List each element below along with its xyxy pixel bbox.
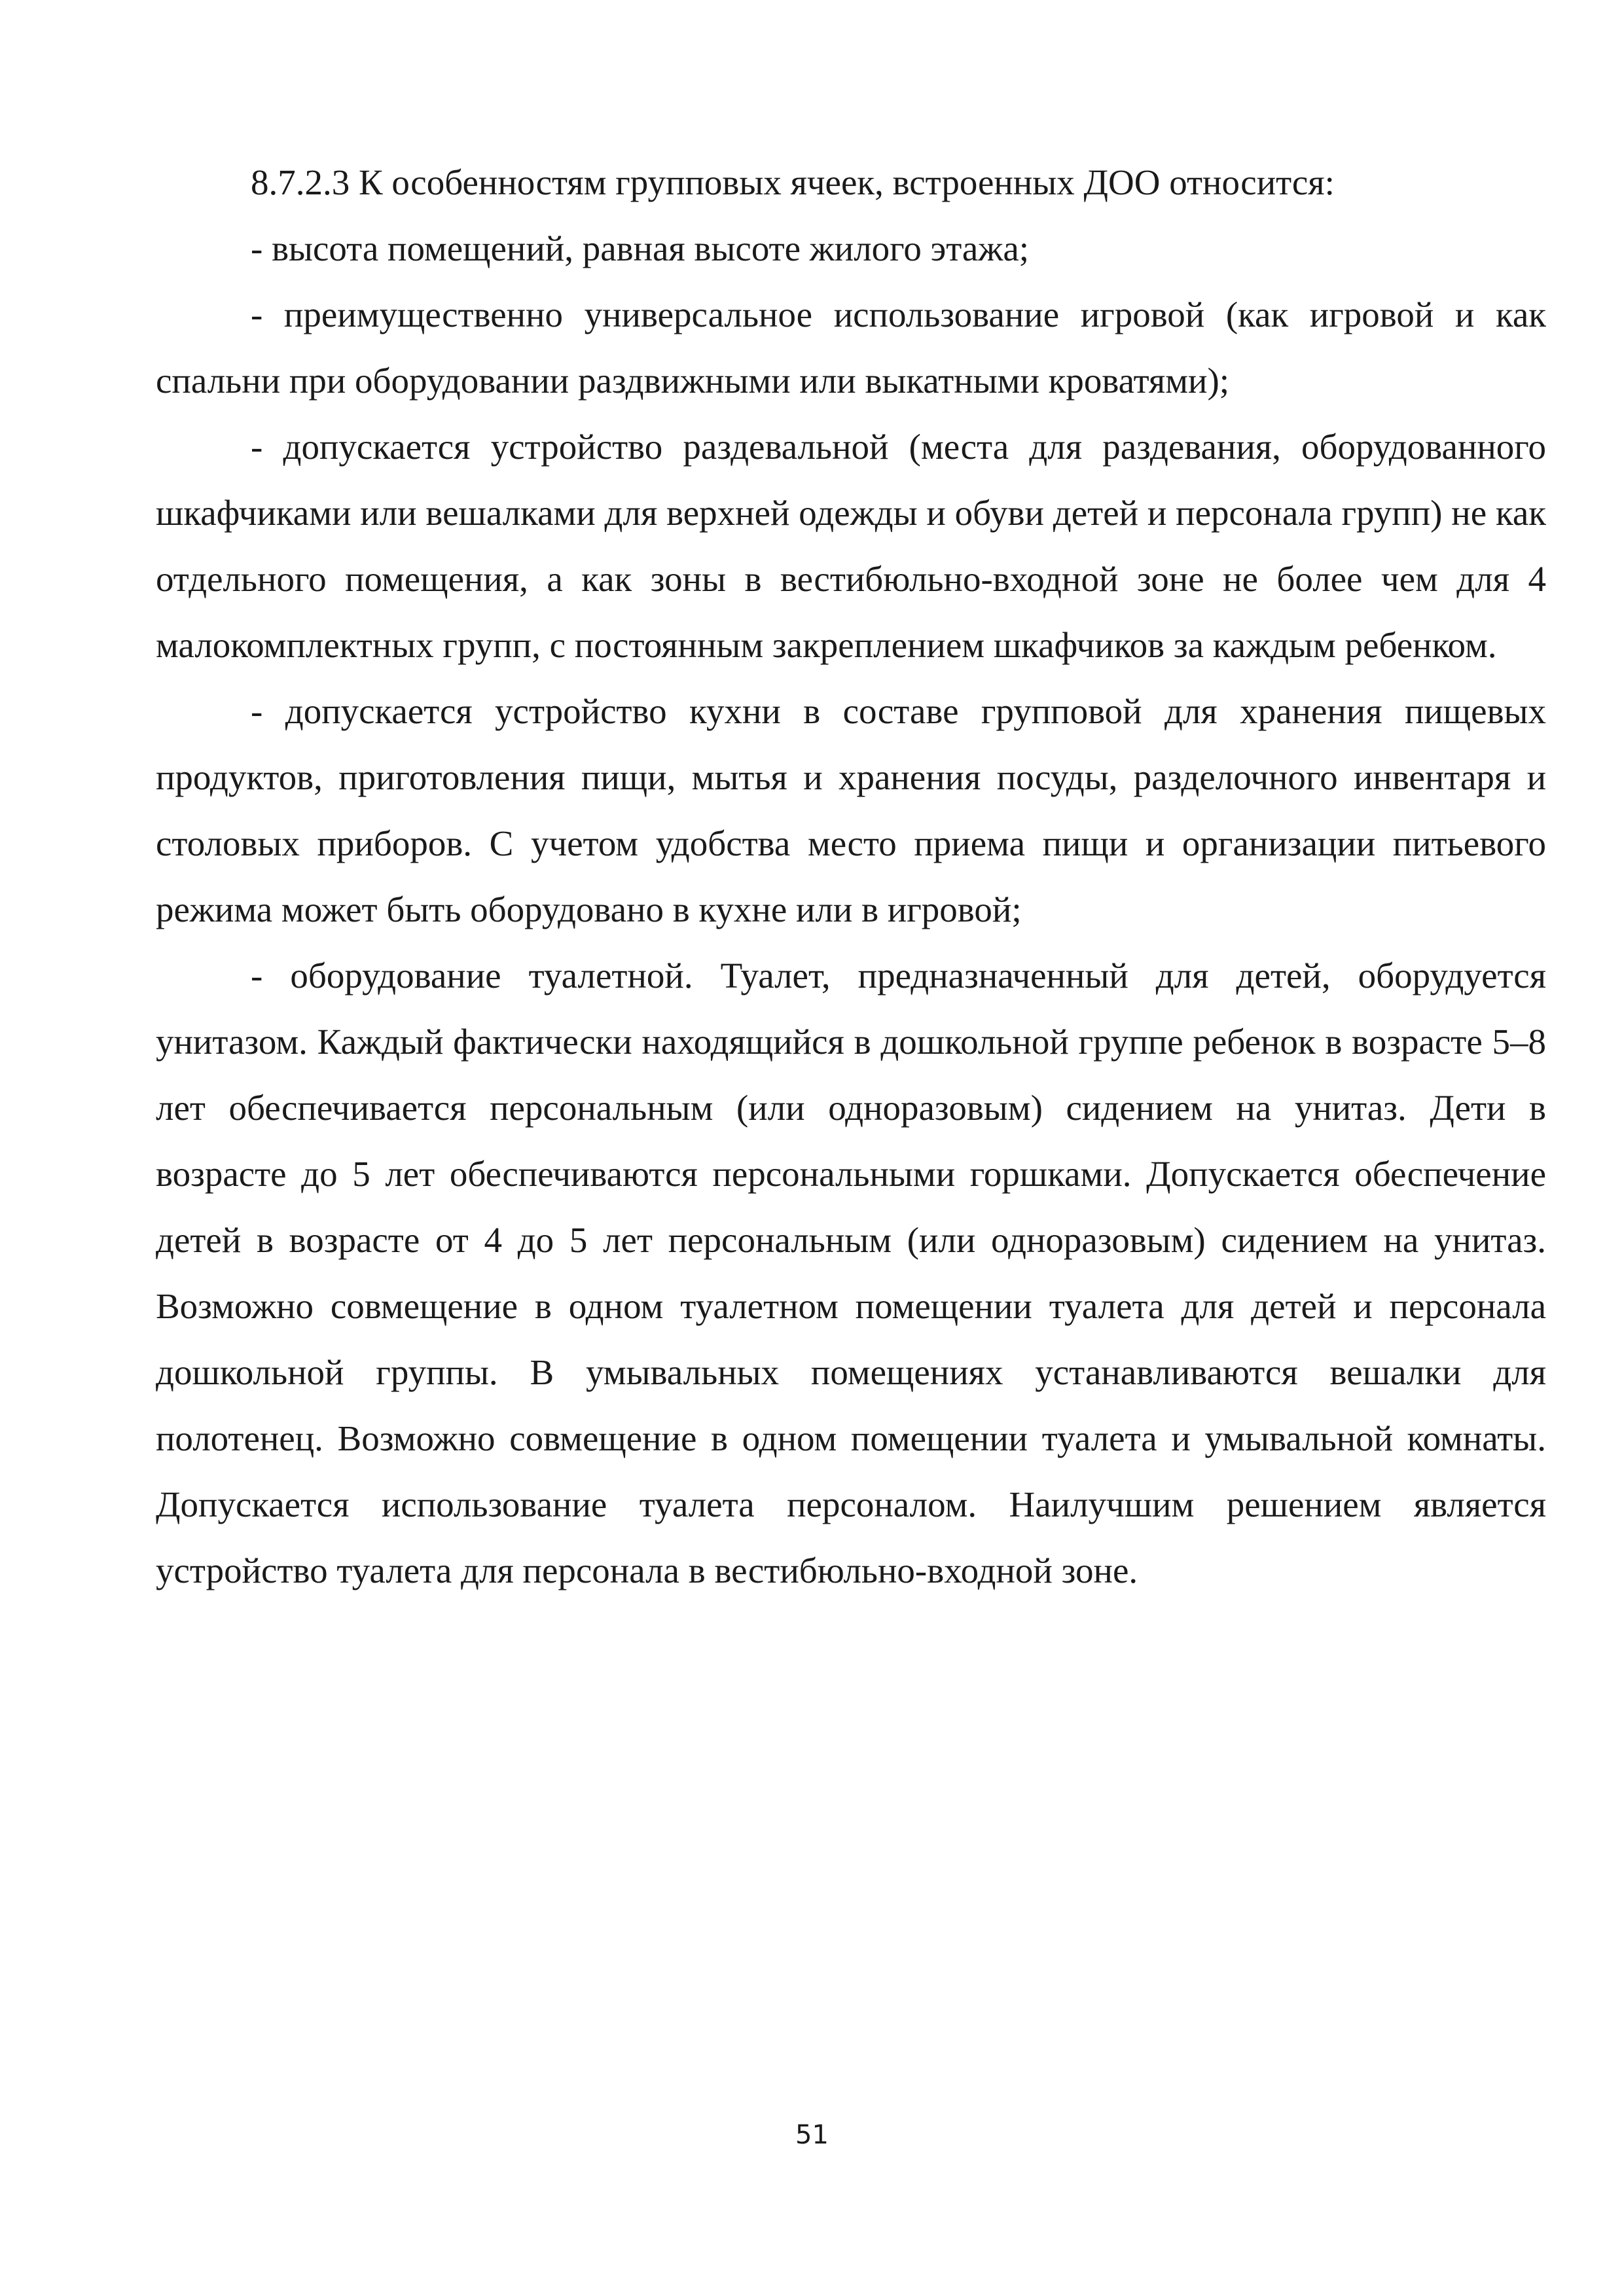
body-text xyxy=(156,149,1546,1604)
list-item-kitchen: - допускается устройство кухни в составе групповой для хранения пищевых продуктов, приготовления пищи, мытья и хранения посуды, разделочного инвентаря и столовых приборов. С учетом удобства место приема пищи и организации питьевого режима может быть оборудовано в кухне или в игровой; xyxy=(156,691,1546,929)
list-item-playroom-use: - преимущественно универсальное использование игровой (как игровой и как спальни при оборудовании раздвижными или выкатными кроватями); xyxy=(156,295,1546,401)
page-number: 51 xyxy=(795,2120,829,2150)
section-heading-paragraph: 8.7.2.3 К особенностям групповых ячеек, встроенных ДОО относится: xyxy=(251,162,1335,202)
list-item-toilet: - оборудование туалетной. Туалет, предназначенный для детей, оборудуется унитазом. Каждый фактически находящийся в дошкольной группе ребенок в возрасте 5–8 лет обеспечивается персональным (или одноразовым) сидением на унитаз. Дети в возрасте до 5 лет обеспечиваются персональными горшками. Допускается обеспечение детей в возрасте от 4 до 5 лет персональным (или одноразовым) сидением на унитаз. Возможно совмещение в одном туалетном помещении туалета для детей и персонала дошкольной группы. В умывальных помещениях устанавливаются вешалки для полотенец. Возможно совмещение в одном помещении туалета и умывальной комнаты. Допускается использование туалета персоналом. Наилучшим решением является устройство туалета для персонала в вестибюльно-входной зоне. xyxy=(156,956,1546,1590)
list-item-room-height: - высота помещений, равная высоте жилого этажа; xyxy=(251,228,1030,268)
list-item-changing-room: - допускается устройство раздевальной (места для раздевания, оборудованного шкафчиками или вешалками для верхней одежды и обуви детей и персонала групп) не как отдельного помещения, а как зоны в вестибюльно-входной зоне не более чем для 4 малокомплектных групп, с постоянным закреплением шкафчиков за каждым ребенком. xyxy=(156,427,1546,665)
